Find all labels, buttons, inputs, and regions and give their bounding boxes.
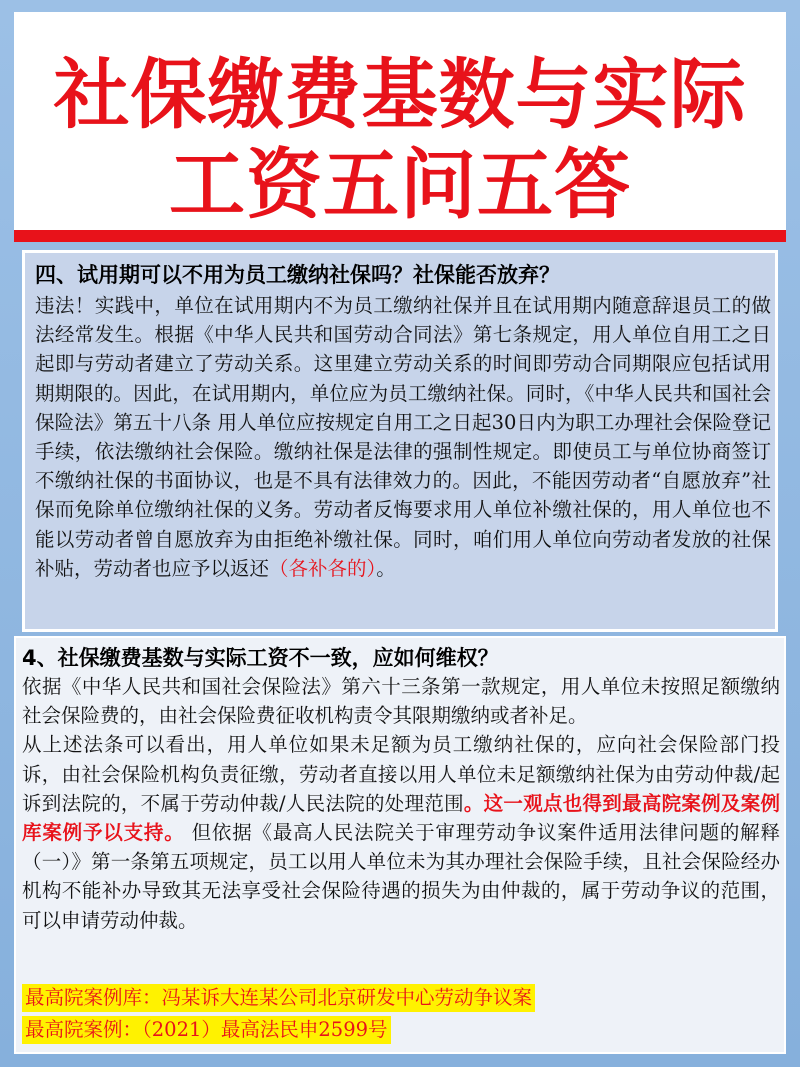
highlight-text: 最高院案例：（2021）最高法民申2599号: [22, 1016, 391, 1044]
highlight-text: 最高院案例库：冯某诉大连某公司北京研发中心劳动争议案: [22, 984, 535, 1012]
paragraph-2-text: 从上述法条可以看出，用人单位如果未足额为员工缴纳社保的，应向社会保险部门投诉，由社会保险机构负责征缴，劳动者直接以用人单位未足额缴纳社保为由劳动仲裁/起诉到法院的，不属于劳动仲裁/人民法院的处理范围: [22, 733, 780, 815]
section-heading: 4、社保缴费基数与实际工资不一致，应如何维权？: [22, 646, 499, 670]
paragraph-2-end: 但依据《最高人民法院关于审理劳动争议案件适用法律问题的解释（一）》第一条第五项规定，员工以用人单位未为其办理社会保险手续，且社会保险经办机构不能补办导致其无法享受社会保险待遇的损失为由仲裁的，属于劳动争议的范围，可以申请劳动仲裁。: [22, 821, 780, 932]
body-end: 。: [376, 556, 396, 580]
body-text: 违法！实践中，单位在试用期内不为员工缴纳社保并且在试用期内随意辞退员工的做法经常发生。根据《中华人民共和国劳动合同法》第七条规定，用人单位自用工之日起即与劳动者建立了劳动关系。这里建立劳动关系的时间即劳动合同期限应包括试用期期限的。因此，在试用期内，单位应为员工缴纳社保。同时，《中华人民共和国社会保险法》第五十八条 用人单位应按规定自用工之日起30日内为职工办理社会保险登记手续，依法缴纳社会保险。缴纳社保是法律的强制性规定。即使员工与单位协商签订不缴纳社保的书面协议，也是不具有法律效力的。因此，不能因劳动者“自愿放弃”社保而免除单位缴纳社保的义务。劳动者反悔要求用人单位补缴社保的，用人单位也不能以劳动者曾自愿放弃为由拒绝补缴社保。同时，咱们用人单位向劳动者发放的社保补贴，劳动者也应予以返还: [35, 294, 771, 580]
section-body: [35, 291, 771, 583]
highlight-case-library: [22, 984, 782, 1012]
section-base-mismatch-rights: [14, 636, 786, 1054]
title-banner: [14, 12, 786, 242]
section-heading: 四、试用期可以不用为员工缴纳社保吗？社保能否放弃？: [35, 263, 560, 287]
section-probation-social-insurance: [22, 250, 778, 632]
highlight-case-number: [22, 1016, 782, 1044]
section-body: [22, 672, 780, 935]
page-title-line1: 社保缴费基数与实际: [53, 50, 747, 139]
paragraph-2-red-note: 。这一观点也得到最高院案例及案例库案例予以支持。: [22, 791, 780, 845]
page-title-line2: 工资五问五答: [169, 140, 631, 229]
paragraph-1: 依据《中华人民共和国社会保险法》第六十三条第一款规定，用人单位未按照足额缴纳社会保险费的，由社会保险费征收机构责令其限期缴纳或者补足。: [22, 675, 780, 728]
body-red-note: （各补各的）: [269, 556, 377, 580]
paragraph-2: [22, 730, 780, 934]
